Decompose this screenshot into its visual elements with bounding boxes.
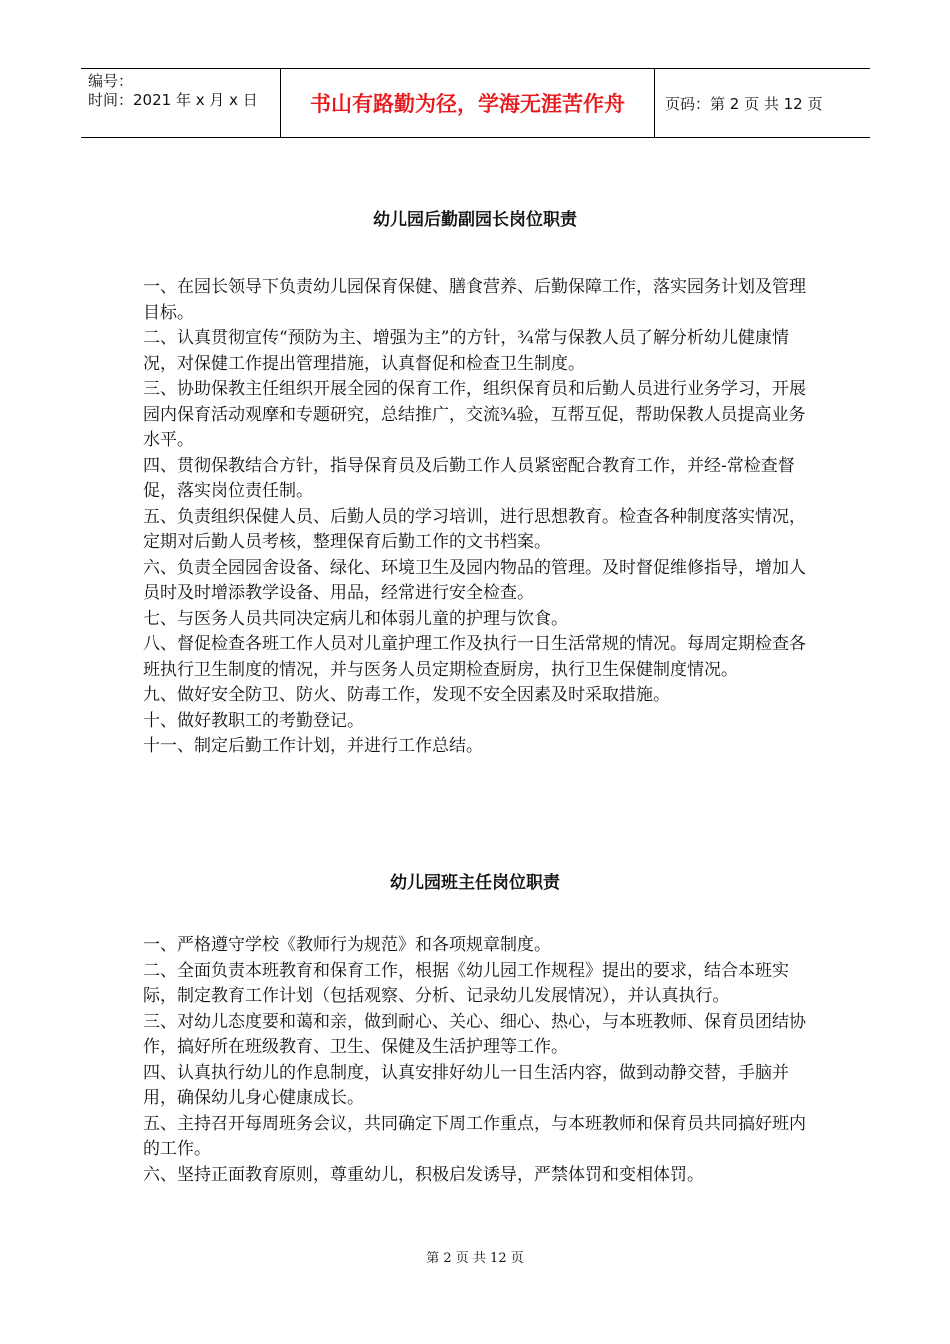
section1-item: 九、做好安全防卫、防火、防毒工作，发现不安全因素及时采取措施。 [143, 685, 670, 705]
section2-title: 幼儿园班主任岗位职责 [390, 873, 560, 893]
header-table [81, 68, 870, 138]
section2-item: 二、全面负责本班教育和保育工作，根据《幼儿园工作规程》提出的要求，结合本班实际，制定教育工作计划（包括观察、分析、记录幼儿发展情况），并认真执行。 [143, 960, 789, 1006]
section2-item: 五、主持召开每周班务会议，共同确定下周工作重点，与本班教师和保育员共同搞好班内的工作。 [143, 1113, 806, 1159]
section2-item: 四、认真执行幼儿的作息制度，认真安排好幼儿一日生活内容，做到动静交替，手脑并用，确保幼儿身心健康成长。 [143, 1062, 789, 1108]
header-meta [81, 69, 281, 137]
section1-title: 幼儿园后勤副园长岗位职责 [373, 210, 577, 230]
header-motto: 书山有路勤为径，学海无涯苦作舟 [281, 69, 655, 137]
section1-item: 四、贯彻保教结合方针，指导保育员及后勤工作人员紧密配合教育工作，并经-常检查督促，落实岗位责任制。 [143, 455, 795, 501]
section1-item: 八、督促检查各班工作人员对儿童护理工作及执行一日生活常规的情况。每周定期检查各班执行卫生制度的情况，并与医务人员定期检查厨房，执行卫生保健制度情况。 [143, 634, 806, 680]
section1-item: 七、与医务人员共同决定病儿和体弱儿童的护理与饮食。 [143, 608, 568, 629]
section1-item: 二、认真贯彻宣传“预防为主、增强为主”的方针，¾常与保教人员了解分析幼儿健康情况，对保健工作提出管理措施，认真督促和检查卫生制度。 [143, 328, 789, 374]
section1-item: 三、协助保教主任组织开展全园的保育工作，组织保育员和后勤人员进行业务学习，开展园内保育活动观摩和专题研究，总结推广，交流¾验，互帮互促，帮助保教人员提高业务水平。 [143, 379, 806, 450]
number-label: 编号： [88, 72, 134, 90]
section1-body [143, 275, 808, 760]
section2-item: 一、严格遵守学校《教师行为规范》和各项规章制度。 [143, 935, 551, 955]
section1-item: 一、在园长领导下负责幼儿园保育保健、膳食营养、后勤保障工作，落实园务计划及管理目标。 [143, 277, 806, 323]
section1-item: 十一、制定后勤工作计划，并进行工作总结。 [143, 736, 483, 756]
date-label: 时间：2021 年 x 月 x 日 [88, 91, 258, 109]
section1-item: 十、做好教职工的考勤登记。 [143, 710, 364, 731]
section1-item: 五、负责组织保健人员、后勤人员的学习培训，进行思想教育。检查各种制度落实情况，定期对后勤人员考核，整理保育后勤工作的文书档案。 [143, 506, 806, 552]
section2-item: 六、坚持正面教育原则，尊重幼儿，积极启发诱导，严禁体罚和变相体罚。 [143, 1164, 704, 1185]
section2-body [143, 933, 808, 1188]
page-footer: 第 2 页 共 12 页 [426, 1251, 524, 1266]
section2-item: 三、对幼儿态度要和蔼和亲，做到耐心、关心、细心、热心，与本班教师、保育员团结协作，搞好所在班级教育、卫生、保健及生活护理等工作。 [143, 1011, 806, 1057]
header-page-info: 页码：第 2 页 共 12 页 [665, 94, 823, 113]
section1-item: 六、负责全园园舍设备、绿化、环境卫生及园内物品的管理。及时督促维修指导，增加人员时及时增添教学设备、用品，经常进行安全检查。 [143, 557, 806, 603]
